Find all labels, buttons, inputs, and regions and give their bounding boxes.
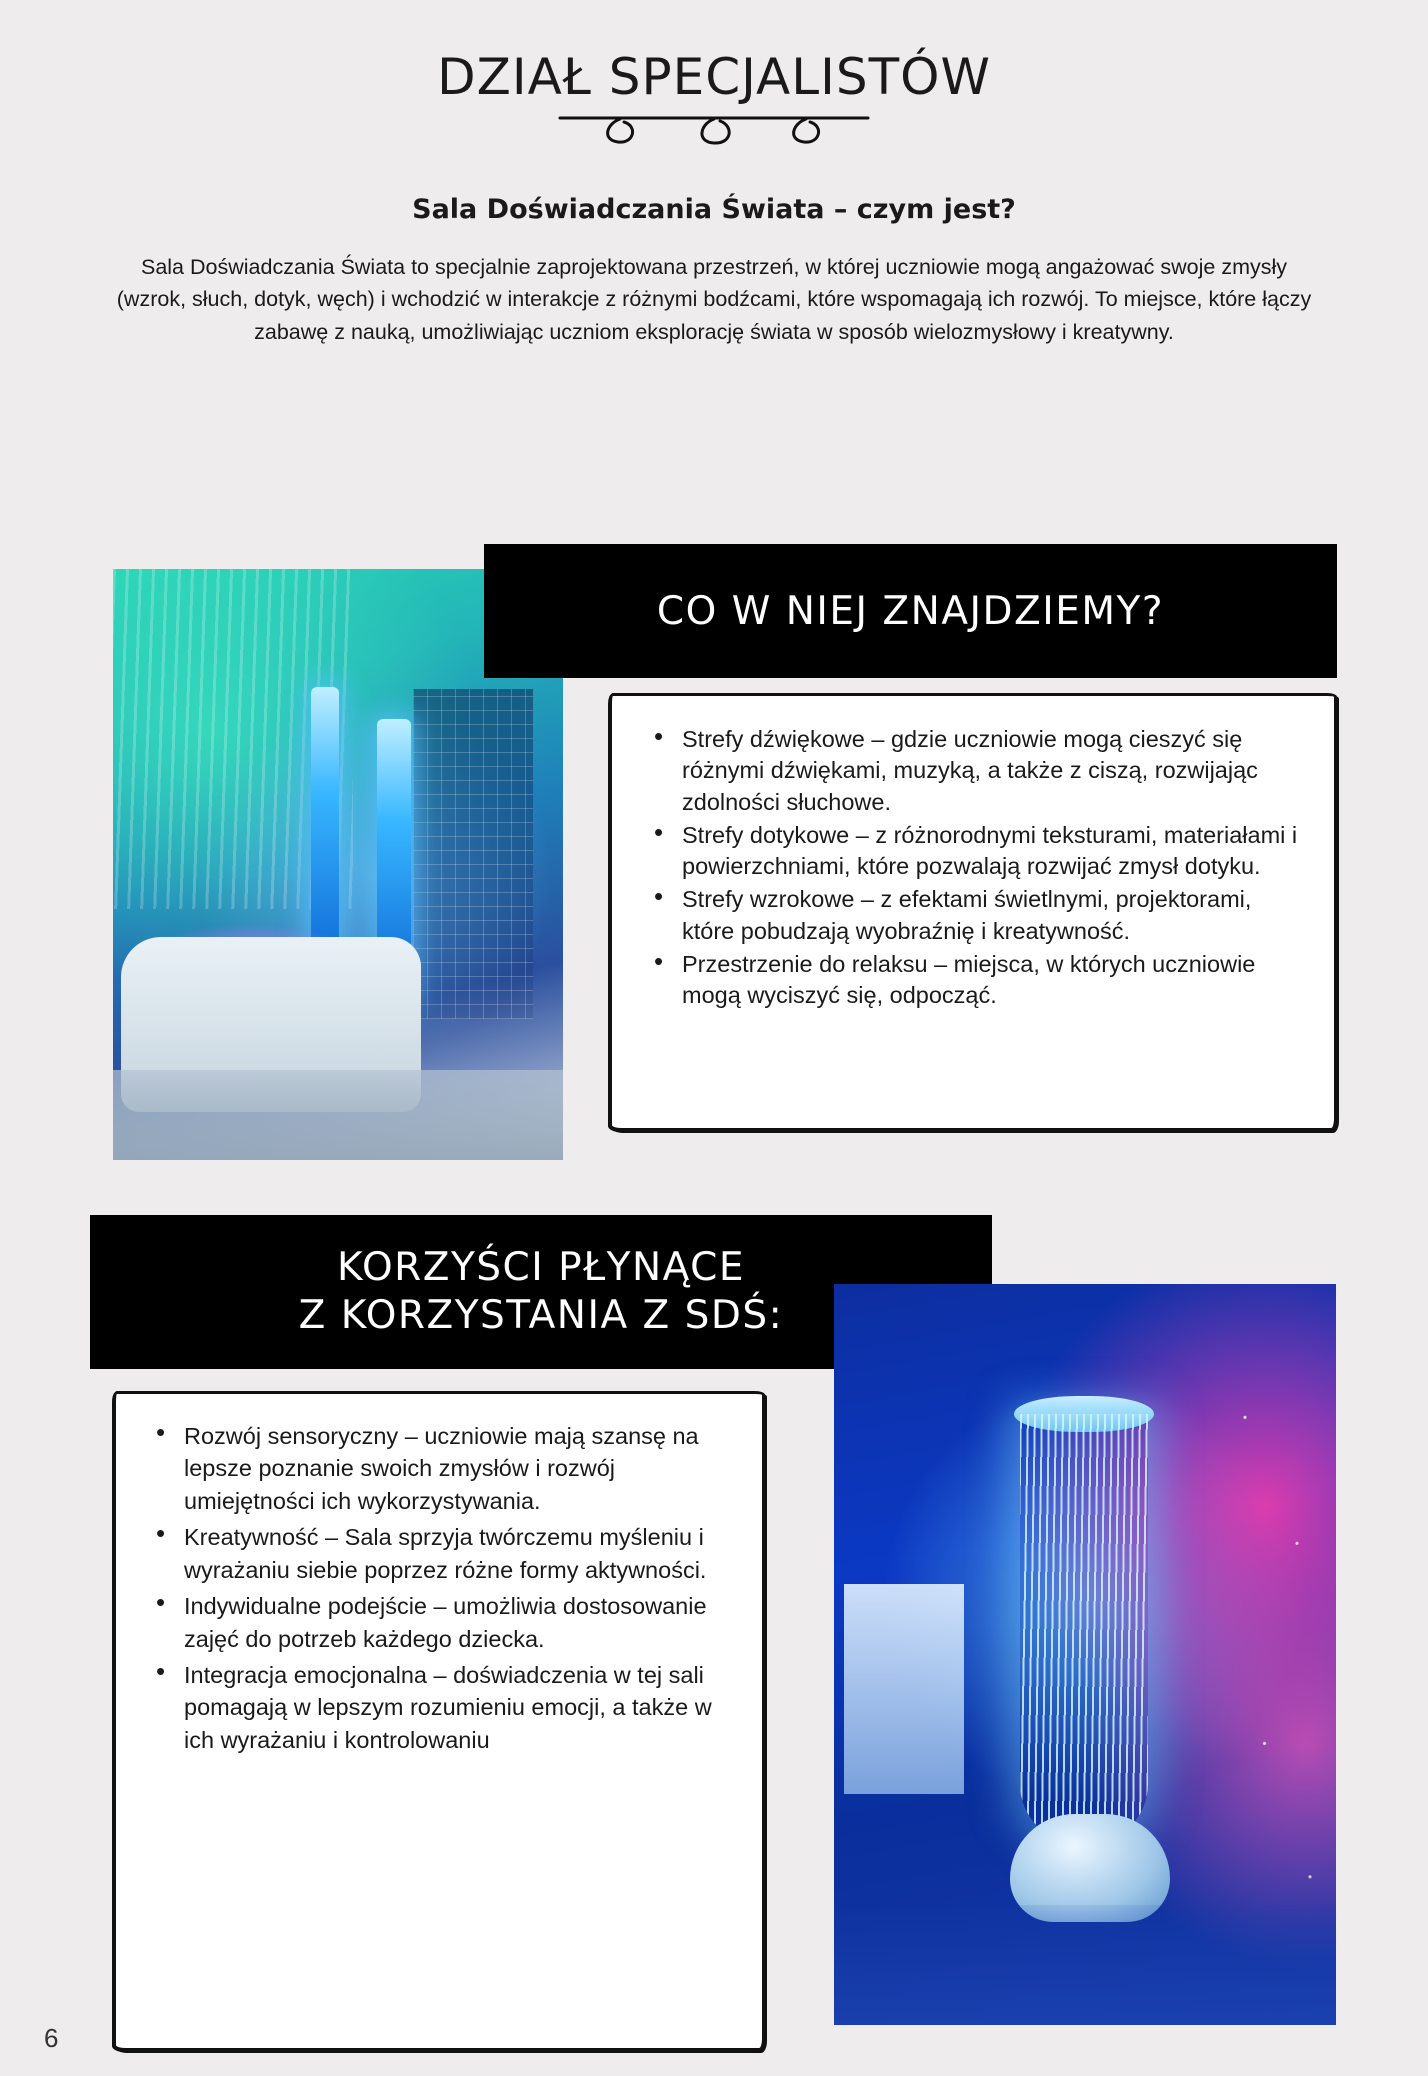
list-item: • Rozwój sensoryczny – uczniowie mają szansę na lepsze poznanie swoich zmysłów i rozwój umiejętności ich wykorzystywania. (184, 1420, 740, 1517)
list-item: • Strefy wzrokowe – z efektami świetlnymi, projektorami, które pobudzają wyobraźnię i kreatywność. (682, 884, 1308, 947)
photo-grid-decoration (413, 689, 533, 1019)
list-item: • Integracja emocjonalna – doświadczenia w tej sali pomagają w lepszym rozumieniu emocji, a także w ich wyrażaniu i kontrolowaniu (184, 1659, 740, 1756)
page-title: DZIAŁ SPECJALISTÓW (437, 48, 991, 106)
section-1-bullet-box (609, 693, 1337, 1131)
section-2-bullet-box (113, 1391, 765, 2051)
list-item: • Strefy dotykowe – z różnorodnymi teksturami, materiałami i powierzchniami, które pozwalają rozwijać zmysł dotyku. (682, 820, 1308, 883)
swirl-divider-icon (554, 110, 874, 150)
list-item: • Przestrzenie do relaksu – miejsca, w których uczniowie mogą wyciszyć się, odpocząć. (682, 949, 1308, 1012)
section-1-heading-label: CO W NIEJ ZNAJDZIEMY? (656, 588, 1165, 634)
section-1-bullet-list (642, 724, 1308, 1011)
section-1-heading-band (484, 544, 1337, 678)
photo-fiber-optic-curtain-icon (1020, 1414, 1148, 1844)
page-number: 6 (44, 2023, 59, 2053)
list-item: • Indywidualne podejście – umożliwia dostosowanie zajęć do potrzeb każdego dziecka. (184, 1590, 740, 1655)
section-2-heading-label-line2: Z KORZYSTANIA Z SDŚ: (298, 1293, 784, 1338)
section-2-bullet-list (144, 1420, 740, 1756)
photo-panel-decoration (844, 1584, 964, 1794)
intro-paragraph: Sala Doświadczania Świata to specjalnie zaprojektowana przestrzeń, w której uczniowie mogą angażować swoje zmysły (wzrok, słuch, dotyk, węch) i wchodzić w interakcje z różnymi bodźcami, które wspomagają ich rozwój. To miejsce, które łączy zabawę z nauką, umożliwiając uczniom eksplorację świata w sposób wielozmysłowy i kreatywny. (116, 255, 1312, 344)
list-item: • Kreatywność – Sala sprzyja twórczemu myśleniu i wyrażaniu siebie poprzez różne formy aktywności. (184, 1521, 740, 1586)
list-item: • Strefy dźwiękowe – gdzie uczniowie mogą cieszyć się różnymi dźwiękami, muzyką, a także z ciszą, rozwijając zdolności słuchowe. (682, 724, 1308, 818)
photo-floor-decoration (113, 1070, 563, 1160)
photo-floor-decoration (834, 1905, 1336, 2025)
section-subtitle: Sala Doświadczania Świata – czym jest? (412, 194, 1016, 225)
section-2-heading-label-line1: KORZYŚCI PŁYNĄCE (337, 1245, 745, 1291)
sensory-room-photo-blue-fiber (834, 1284, 1336, 2025)
